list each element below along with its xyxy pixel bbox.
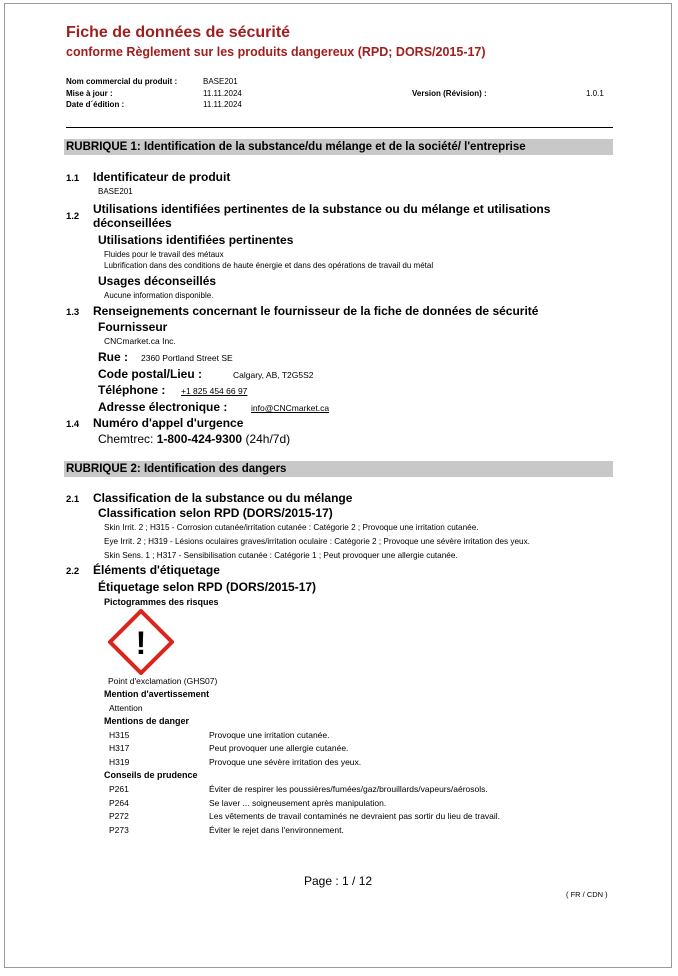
document-title: Fiche de données de sécurité [66,24,291,41]
pictogram-caption: Point d'exclamation (GHS07) [108,676,218,686]
section-1-1-title: Identificateur de produit [93,170,231,184]
precaution-code: P264 [109,798,129,808]
hazard-text: Peut provoquer une allergie cutanée. [209,743,349,753]
hazard-statements-heading: Mentions de danger [104,716,190,726]
section-2-2-title: Éléments d'étiquetage [93,563,220,577]
section-1-2-title-line1: Utilisations identifiées pertinentes de la substance ou du mélange et utilisations [93,202,551,216]
precaution-text: Éviter de respirer les poussières/fumées/gaz/brouillards/vapeurs/aérosols. [209,784,488,794]
signal-word-value: Attention [109,703,143,713]
phone-label: Téléphone : [98,383,166,397]
precautionary-statements-heading: Conseils de prudence [104,770,198,780]
phone-link[interactable]: +1 825 454 66 97 [181,386,248,396]
section-2-1-title: Classification de la substance ou du mélange [93,491,353,505]
precaution-text: Éviter le rejet dans l'environnement. [209,825,344,835]
section-1-2-number: 1.2 [66,211,80,222]
version-label: Version (Révision) : [412,89,487,98]
section-1-3-title: Renseignements concernant le fournisseur de la fiche de données de sécurité [93,304,539,318]
hazard-text: Provoque une sévère irritation des yeux. [209,757,362,767]
postal-value: Calgary, AB, T2G5S2 [233,370,314,380]
chemtrec-hours: (24h/7d) [245,432,291,446]
section-1-header: RUBRIQUE 1: Identification de la substance/du mélange et de la société/ l'entreprise [64,139,613,155]
street-value: 2360 Portland Street SE [141,353,233,363]
section-2-2-number: 2.2 [66,566,80,577]
edition-value: 11.11.2024 [203,100,242,109]
classification-item: Skin Irrit. 2 ; H315 - Corrosion cutanée/irritation cutanée : Catégorie 2 ; Provoque une irritation cutanée. [104,523,479,532]
no-info-text: Aucune information disponible. [104,291,214,300]
precaution-text: Les vêtements de travail contaminés ne devraient pas sortir du lieu de travail. [209,811,501,821]
update-label: Mise à jour : [66,89,113,98]
supplier-name: CNCmarket.ca Inc. [104,336,176,346]
supplier-heading: Fournisseur [98,320,168,334]
version-value: 1.0.1 [586,89,604,98]
use-item: Lubrification dans des conditions de haute énergie et dans des opérations de travail du métal [104,261,434,270]
product-name-label: Nom commercial du produit : [66,77,178,86]
chemtrec-label: Chemtrec: [98,432,154,446]
emergency-line [98,432,290,446]
page-number: Page : 1 / 12 [304,874,373,888]
precaution-code: P261 [109,784,129,794]
update-value: 11.11.2024 [203,89,242,98]
section-1-4-number: 1.4 [66,419,80,430]
header-divider [66,127,613,128]
locale-tag: ( FR / CDN ) [566,890,608,899]
postal-label: Code postal/Lieu : [98,367,203,381]
labelling-heading: Étiquetage selon RPD (DORS/2015-17) [98,580,317,594]
section-2-header: RUBRIQUE 2: Identification des dangers [64,461,613,477]
hazard-code: H319 [109,757,130,767]
hazard-code: H317 [109,743,130,753]
relevant-uses-heading: Utilisations identifiées pertinentes [98,233,294,247]
section-2-1-number: 2.1 [66,494,80,505]
classification-heading: Classification selon RPD (DORS/2015-17) [98,506,333,520]
pictograms-heading: Pictogrammes des risques [104,597,219,607]
pictogram-glyph: ! [135,625,147,661]
email-label: Adresse électronique : [98,400,228,414]
section-1-4-title: Numéro d'appel d'urgence [93,416,244,430]
signal-word-heading: Mention d'avertissement [104,689,210,699]
uses-advised-against-heading: Usages déconseillés [98,274,217,288]
classification-item: Eye Irrit. 2 ; H319 - Lésions oculaires graves/irritation oculaire : Catégorie 2 ; Provoque une sévère irritation des yeux. [104,537,530,546]
ghs07-exclamation-icon [108,609,174,675]
email-link[interactable]: info@CNCmarket.ca [251,403,330,413]
hazard-code: H315 [109,730,130,740]
precaution-code: P272 [109,811,129,821]
product-name-value: BASE201 [203,77,238,86]
section-1-3-number: 1.3 [66,307,80,318]
precaution-text: Se laver ... soigneusement après manipulation. [209,798,387,808]
chemtrec-number: 1-800-424-9300 [156,432,243,446]
street-label: Rue : [98,350,128,364]
use-item: Fluides pour le travail des métaux [104,250,224,259]
hazard-text: Provoque une irritation cutanée. [209,730,330,740]
document-subtitle: conforme Règlement sur les produits dangereux (RPD; DORS/2015-17) [66,45,486,59]
section-1-1-number: 1.1 [66,173,80,184]
classification-item: Skin Sens. 1 ; H317 - Sensibilisation cutanée : Catégorie 1 ; Peut provoquer une allergie cutanée. [104,551,458,560]
precaution-code: P273 [109,825,129,835]
section-1-2-title-line2: déconseillées [93,216,172,230]
edition-label: Date d´édition : [66,100,125,109]
product-identifier: BASE201 [98,187,133,196]
